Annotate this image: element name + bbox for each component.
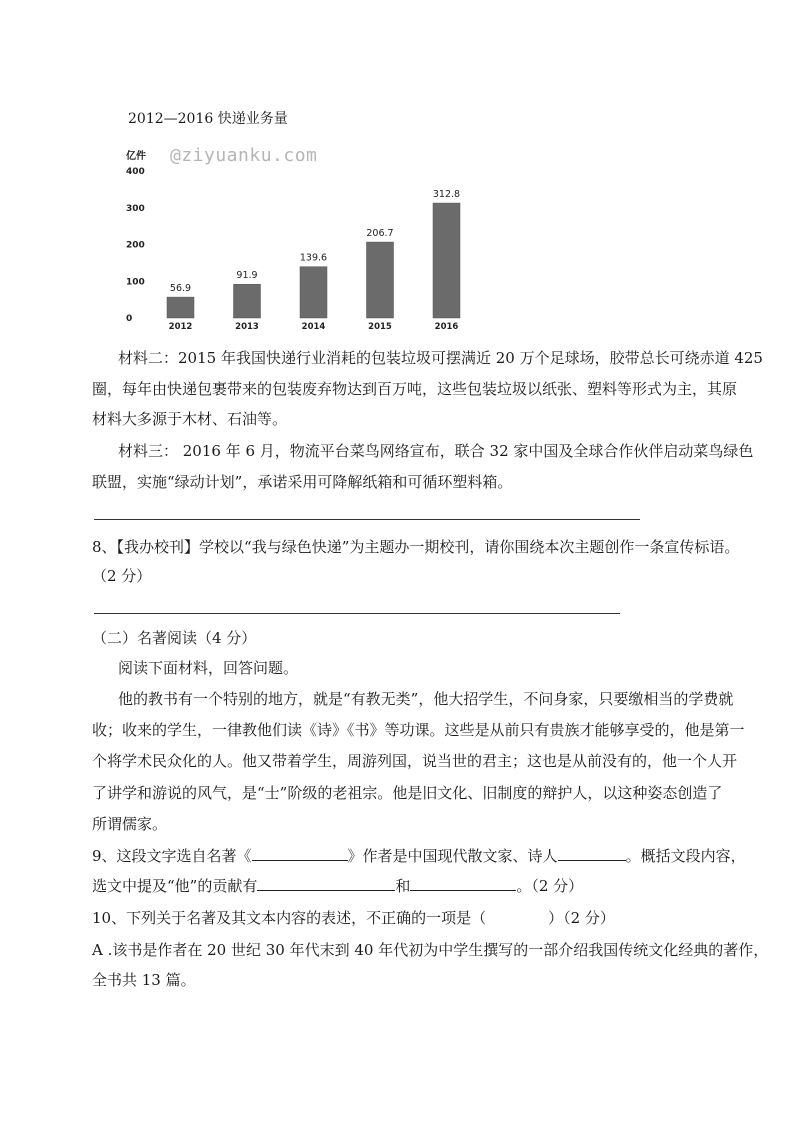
question-9-line2 [92, 876, 583, 896]
q9-text-e: 和 [395, 877, 411, 895]
blank-contribution-1[interactable] [257, 876, 395, 891]
x-tick-label: 2016 [434, 322, 459, 332]
q9-text-f: 。（2 分） [516, 877, 584, 895]
passage-line4: 了讲学和游说的风气，是“士”阶级的老祖宗。他是旧文化、旧制度的辩护人，以这种姿态创造了 [92, 784, 723, 802]
watermark: @ziyuanku.com [170, 145, 318, 166]
blank-book-title[interactable] [252, 846, 348, 861]
bar [167, 297, 194, 318]
bar-chart [110, 140, 470, 340]
y-tick-label: 300 [126, 203, 145, 214]
question-8-line2: （2 分） [92, 567, 152, 585]
chart-title: 2012—2016 快递业务量 [128, 111, 288, 127]
q9-text-d: 选文中提及“他”的贡献有 [92, 877, 258, 895]
x-tick-label: 2013 [235, 322, 259, 332]
x-tick-label: 2014 [301, 322, 326, 332]
y-tick-label: 100 [126, 277, 145, 288]
passage-line1: 他的教书有一个特别的地方，就是“有教无类”，他大招学生，不问身家，只要缴相当的学费就 [118, 690, 734, 708]
passage-line2: 收；收来的学生，一律教他们读《诗》《书》等功课。这些是从前只有贵族才能够享受的，他是第一 [92, 721, 745, 739]
x-tick-label: 2012 [168, 322, 193, 332]
y-axis-label: 亿件 [126, 151, 146, 162]
y-tick-label: 200 [126, 240, 145, 251]
bar [433, 203, 460, 318]
material3-line2: 联盟，实施“绿动计划”，承诺采用可降解纸箱和可循环塑料箱。 [92, 473, 513, 491]
bar [234, 284, 261, 318]
reading-instruction: 阅读下面材料，回答问题。 [118, 659, 299, 677]
y-tick-label: 0 [126, 314, 133, 324]
bar-value-label: 312.8 [432, 189, 461, 201]
bar-value-label: 91.9 [236, 270, 258, 282]
question-9-line1 [92, 846, 746, 866]
option-a-line1: A .该书是作者在 20 世纪 30 年代末到 40 年代初为中学生撰写的一部介绍我国传统文化经典的著作， [92, 941, 769, 959]
option-a-line2: 全书共 13 篇。 [92, 971, 196, 989]
blank-contribution-2[interactable] [410, 876, 516, 891]
x-tick-label: 2015 [368, 322, 392, 332]
bar-value-label: 206.7 [366, 228, 394, 240]
passage-line3: 个将学术民众化的人。他又带着学生，周游列国，说当世的君主；这也是从前没有的，他一个人开 [92, 752, 738, 770]
q9-text-c: 。概括文段内容， [625, 847, 746, 865]
material3-line1: 材料三： 2016 年 6 月，物流平台菜鸟网络宣布，联合 32 家中国及全球合作伙伴启动菜鸟绿色 [118, 442, 754, 460]
material2-line3: 材料大多源于木材、石油等。 [92, 410, 288, 428]
q9-text-a: 9、这段文字选自名著《 [92, 847, 252, 865]
q10-stem-b: ）（2 分） [548, 909, 615, 927]
bar-value-label: 56.9 [169, 283, 192, 295]
bar [367, 242, 394, 318]
question-10-stem [92, 908, 615, 928]
answer-line[interactable] [94, 519, 640, 520]
material2-line1: 材料二：2015 年我国快递行业消耗的包装垃圾可摆满近 20 万个足球场，胶带总长可绕赤道 425 [118, 349, 763, 367]
y-tick-label: 400 [126, 167, 145, 177]
bar-value-label: 139.6 [299, 252, 328, 264]
q9-text-b: 》作者是中国现代散文家、诗人 [347, 847, 558, 865]
blank-author[interactable] [558, 846, 626, 861]
section-heading: （二）名著阅读（4 分） [92, 629, 257, 647]
material2-line2: 圈，每年由快递包裹带来的包装废弃物达到百万吨，这些包装垃圾以纸张、塑料等形式为主，其原 [92, 380, 738, 398]
bar [300, 267, 327, 318]
answer-line-q8[interactable] [94, 613, 620, 614]
passage-line5: 所谓儒家。 [92, 815, 168, 833]
q10-stem-a: 10、下列关于名著及其文本内容的表述，不正确的一项是（ [92, 909, 487, 927]
question-8-line1: 8、【我办校刊】学校以“我与绿色快递”为主题办一期校刊，请你围绕本次主题创作一条宣传标语。 [92, 538, 740, 556]
